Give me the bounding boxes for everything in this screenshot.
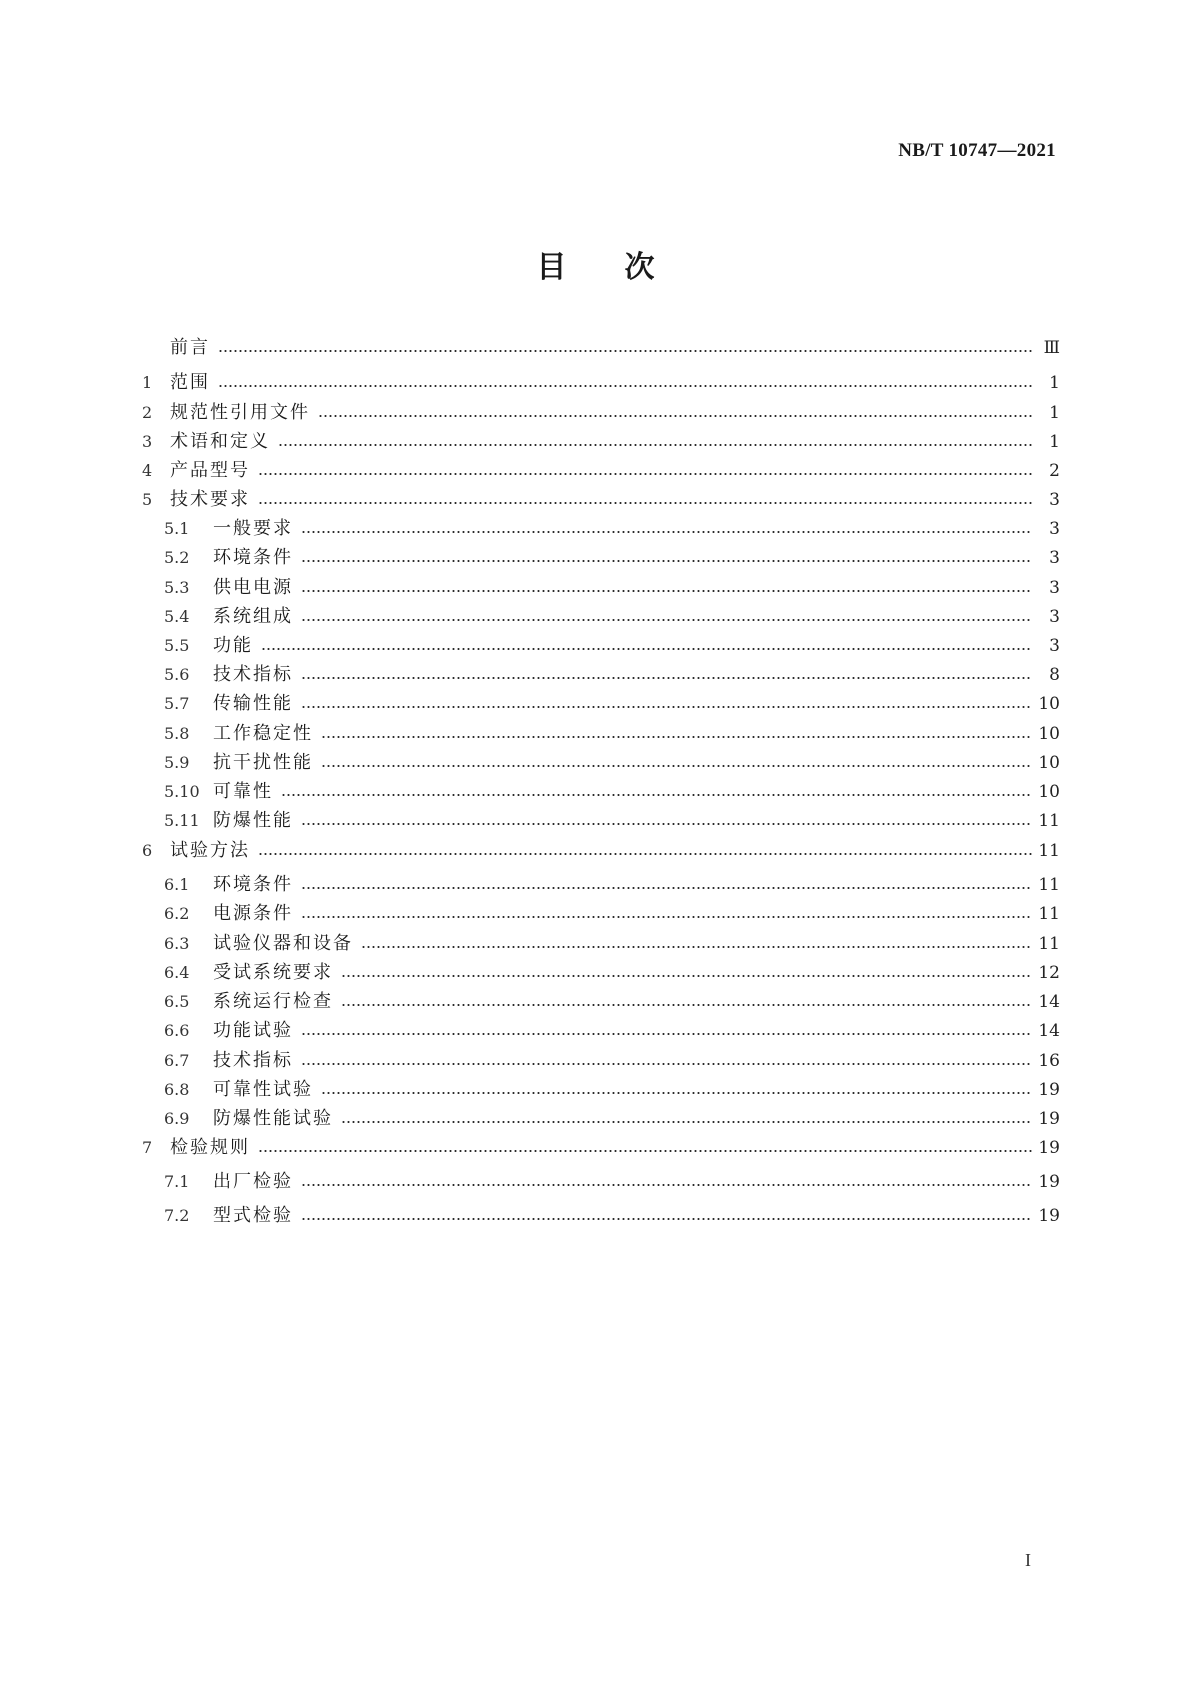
dot-leader (258, 1149, 1032, 1153)
toc-entry[interactable] (164, 545, 1060, 571)
toc-entry-page: 10 (1038, 694, 1060, 714)
dot-leader (301, 1062, 1032, 1066)
toc-entry-label: 防爆性能试验 (213, 1108, 333, 1129)
toc-entry[interactable] (164, 1018, 1060, 1044)
toc-entry[interactable] (164, 808, 1060, 834)
toc-entry-label: 防爆性能 (213, 810, 293, 831)
dot-leader (341, 1120, 1032, 1124)
toc-entry-number: 5.9 (164, 753, 190, 772)
toc-entry-number: 5.8 (164, 724, 190, 743)
toc-entry-page: 3 (1049, 607, 1060, 627)
toc-entry-page: 1 (1049, 373, 1060, 393)
toc-entry[interactable] (164, 779, 1060, 805)
toc-entry-page: 1 (1049, 403, 1060, 423)
toc-entry[interactable] (164, 901, 1060, 927)
dot-leader (218, 384, 1032, 388)
toc-entry-label: 产品型号 (170, 460, 250, 481)
toc-entry[interactable] (164, 633, 1060, 659)
toc-entry-page: 11 (1038, 934, 1060, 954)
toc-entry[interactable] (142, 458, 1060, 484)
toc-entry-number: 7.2 (164, 1206, 190, 1225)
toc-entry-number: 4 (142, 461, 153, 480)
toc-entry-page: 10 (1038, 753, 1060, 773)
toc-entry-number: 5.6 (164, 665, 190, 684)
toc-entry[interactable] (164, 1203, 1060, 1229)
toc-entry-page: 19 (1038, 1080, 1060, 1100)
toc-entry-label: 技术要求 (170, 489, 250, 510)
toc-entry-page: 14 (1038, 1021, 1060, 1041)
dot-leader (361, 945, 1032, 949)
toc-entry-number: 6.1 (164, 875, 190, 894)
toc-entry-number: 1 (142, 373, 153, 392)
toc-entry-label: 型式检验 (213, 1205, 293, 1226)
dot-leader (318, 414, 1032, 418)
toc-entry-number: 6.4 (164, 963, 190, 982)
toc-entry[interactable] (142, 1135, 1060, 1161)
toc-entry-number: 7 (142, 1138, 153, 1157)
toc-entry[interactable] (142, 370, 1060, 396)
toc-entry-label: 环境条件 (213, 547, 293, 568)
toc-entry-page: 19 (1038, 1109, 1060, 1129)
toc-entry-number: 5.5 (164, 636, 190, 655)
dot-leader (258, 472, 1032, 476)
toc-entry-page: 19 (1038, 1138, 1060, 1158)
dot-leader (301, 589, 1032, 593)
toc-entry-number: 2 (142, 403, 153, 422)
toc-entry[interactable] (142, 335, 1060, 361)
toc-entry-page: 2 (1049, 461, 1060, 481)
page-number: I (1025, 1550, 1031, 1570)
dot-leader (301, 886, 1032, 890)
toc-entry-number: 5.10 (164, 782, 200, 801)
toc-entry[interactable] (142, 487, 1060, 513)
toc-entry-page: 3 (1049, 490, 1060, 510)
dot-leader (341, 974, 1032, 978)
toc-entry-label: 出厂检验 (213, 1171, 293, 1192)
toc-entry-number: 5.7 (164, 694, 190, 713)
toc-entry-number: 6.6 (164, 1021, 190, 1040)
dot-leader (301, 618, 1032, 622)
toc-entry[interactable] (164, 1048, 1060, 1074)
toc-entry-label: 抗干扰性能 (213, 752, 313, 773)
toc-entry-page: 3 (1049, 519, 1060, 539)
toc-entry-number: 6.9 (164, 1109, 190, 1128)
page-title: 目次 (536, 250, 713, 285)
toc-entry-number: 5.11 (164, 811, 200, 830)
toc-entry-page: 8 (1049, 665, 1060, 685)
toc-entry-label: 一般要求 (213, 518, 293, 539)
toc-entry-label: 电源条件 (213, 903, 293, 924)
toc-entry-page: 16 (1038, 1051, 1060, 1071)
dot-leader (321, 735, 1032, 739)
toc-entry[interactable] (164, 575, 1060, 601)
toc-entry-label: 前言 (170, 337, 210, 358)
toc-entry[interactable] (164, 872, 1060, 898)
toc-entry-page: 11 (1038, 904, 1060, 924)
toc-entry-page: 3 (1049, 548, 1060, 568)
toc-entry-page: 10 (1038, 724, 1060, 744)
toc-entry-label: 技术指标 (213, 1050, 293, 1071)
dot-leader (301, 1183, 1032, 1187)
toc-entry-number: 6.7 (164, 1051, 190, 1070)
toc-entry-page: 14 (1038, 992, 1060, 1012)
toc-entry[interactable] (142, 838, 1060, 864)
dot-leader (321, 764, 1032, 768)
dot-leader (301, 559, 1032, 563)
toc-entry-label: 功能试验 (213, 1020, 293, 1041)
toc-entry-page: Ⅲ (1043, 338, 1060, 358)
toc-entry-page: 1 (1049, 432, 1060, 452)
dot-leader (301, 822, 1032, 826)
toc-entry-label: 系统组成 (213, 606, 293, 627)
dot-leader (301, 705, 1032, 709)
toc-entry-label: 可靠性 (213, 781, 273, 802)
toc-entry-label: 试验仪器和设备 (213, 933, 353, 954)
toc-entry-label: 供电电源 (213, 577, 293, 598)
toc-entry-number: 5.3 (164, 578, 190, 597)
toc-entry-page: 11 (1038, 811, 1060, 831)
dot-leader (258, 501, 1032, 505)
toc-entry[interactable] (164, 516, 1060, 542)
toc-entry[interactable] (164, 721, 1060, 747)
toc-entry-number: 6.2 (164, 904, 190, 923)
toc-entry-number: 5 (142, 490, 153, 509)
toc-entry-number: 6.5 (164, 992, 190, 1011)
toc-entry-label: 可靠性试验 (213, 1079, 313, 1100)
toc-entry-page: 11 (1038, 875, 1060, 895)
toc-entry-number: 6 (142, 841, 153, 860)
toc-entry[interactable] (164, 662, 1060, 688)
toc-entry[interactable] (164, 604, 1060, 630)
dot-leader (321, 1091, 1032, 1095)
dot-leader (301, 676, 1032, 680)
toc-entry-label: 环境条件 (213, 874, 293, 895)
dot-leader (258, 852, 1032, 856)
toc-entry[interactable] (164, 691, 1060, 717)
toc-entry-label: 受试系统要求 (213, 962, 333, 983)
toc-entry[interactable] (164, 960, 1060, 986)
toc-entry-page: 12 (1038, 963, 1060, 983)
dot-leader (301, 1032, 1032, 1036)
dot-leader (341, 1003, 1032, 1007)
toc-entry-label: 术语和定义 (170, 431, 270, 452)
dot-leader (301, 915, 1032, 919)
toc-entry[interactable] (164, 989, 1060, 1015)
toc-entry-number: 5.2 (164, 548, 190, 567)
toc-entry-label: 传输性能 (213, 693, 293, 714)
toc-entry-label: 工作稳定性 (213, 723, 313, 744)
toc-entry-page: 3 (1049, 636, 1060, 656)
toc-entry-page: 19 (1038, 1206, 1060, 1226)
toc-entry-page: 19 (1038, 1172, 1060, 1192)
toc-entry-number: 5.4 (164, 607, 190, 626)
standard-code: NB/T 10747—2021 (898, 140, 1056, 161)
dot-leader (301, 530, 1032, 534)
toc-entry[interactable] (164, 1169, 1060, 1195)
toc-entry-label: 系统运行检查 (213, 991, 333, 1012)
toc-entry[interactable] (142, 429, 1060, 455)
toc-entry-page: 3 (1049, 578, 1060, 598)
toc-entry-page: 10 (1038, 782, 1060, 802)
toc-entry[interactable] (164, 1106, 1060, 1132)
toc-entry-label: 技术指标 (213, 664, 293, 685)
toc-entry[interactable] (164, 1077, 1060, 1103)
dot-leader (281, 793, 1032, 797)
dot-leader (301, 1217, 1032, 1221)
dot-leader (218, 349, 1032, 353)
toc-entry-number: 7.1 (164, 1172, 190, 1191)
toc-entry[interactable] (164, 931, 1060, 957)
dot-leader (278, 443, 1032, 447)
toc-entry-number: 6.8 (164, 1080, 190, 1099)
toc-entry-page: 11 (1038, 841, 1060, 861)
toc-entry-number: 5.1 (164, 519, 190, 538)
toc-entry-label: 规范性引用文件 (170, 402, 310, 423)
toc-entry-label: 试验方法 (170, 840, 250, 861)
toc-entry-label: 范围 (170, 372, 210, 393)
toc-entry-label: 功能 (213, 635, 253, 656)
toc-entry[interactable] (142, 400, 1060, 426)
dot-leader (261, 647, 1032, 651)
toc-entry[interactable] (164, 750, 1060, 776)
toc-entry-label: 检验规则 (170, 1137, 250, 1158)
toc-entry-number: 6.3 (164, 934, 190, 953)
toc-entry-number: 3 (142, 432, 153, 451)
